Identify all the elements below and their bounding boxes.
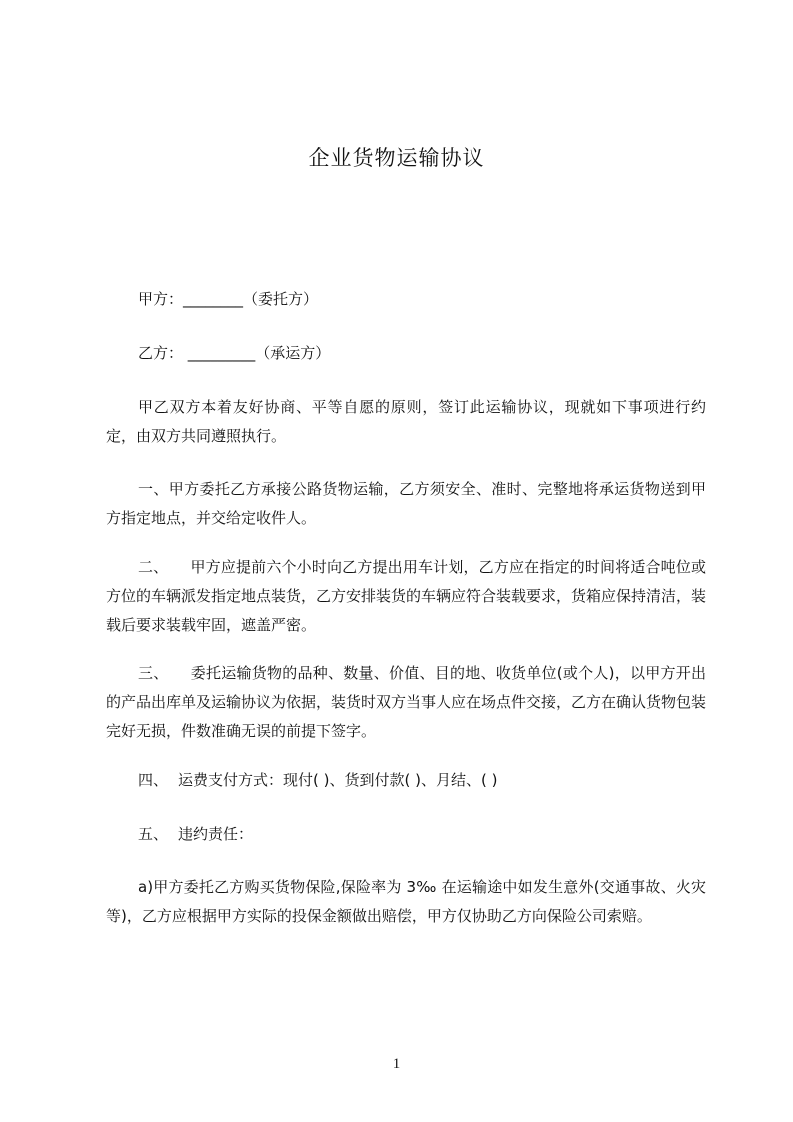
intro-paragraph: 甲乙双方本着友好协商、平等自愿的原则，签订此运输协议，现就如下事项进行约定，由双方共同遵照执行。 <box>106 398 706 445</box>
clause-4-text: 运费支付方式：现付( )、货到付款( )、月结、( ) <box>178 771 498 789</box>
clause-3-text: 委托运输货物的品种、数量、价值、目的地、收货单位(或个人)，以甲方开出的产品出库单及运输协议为依据，装货时双方当事人应在场点件交接，乙方在确认货物包装完好无损，件数准确无误的前提下签字。 <box>106 664 707 740</box>
party-a-line: 甲方：________（委托方） <box>138 290 319 308</box>
clause-5-text: 违约责任： <box>178 825 254 843</box>
clause-5-number: 五、 <box>138 825 169 843</box>
clause-2-number: 二、 <box>138 558 169 576</box>
clause-1-number: 一、 <box>138 480 169 498</box>
clause-3-number: 三、 <box>138 664 169 682</box>
clause-5 <box>106 820 706 849</box>
clause-1-text: 甲方委托乙方承接公路货物运输，乙方须安全、准时、完整地将承运货物送到甲方指定地点，并交给定收件人。 <box>106 480 706 527</box>
clause-2-text: 甲方应提前六个小时向乙方提出用车计划，乙方应在指定的时间将适合吨位或方位的车辆派发指定地点装货，乙方安排装货的车辆应符合装载要求，货箱应保持清洁，装载后要求装载牢固，遮盖严密。 <box>106 558 707 634</box>
clause-4-number: 四、 <box>138 771 169 789</box>
party-b-line: 乙方： _________（承运方） <box>138 344 331 362</box>
clause-2 <box>106 553 706 640</box>
sub-clause-a: a)甲方委托乙方购买货物保险,保险率为 3‰ 在运输途中如发生意外(交通事故、火灾等)，乙方应根据甲方实际的投保金额做出赔偿，甲方仅协助乙方向保险公司索赔。 <box>106 878 706 925</box>
page-number: 1 <box>392 1056 401 1072</box>
document-title: 企业货物运输协议 <box>308 146 485 170</box>
clause-1 <box>106 475 706 533</box>
clause-4 <box>106 766 706 795</box>
clause-3 <box>106 659 706 746</box>
